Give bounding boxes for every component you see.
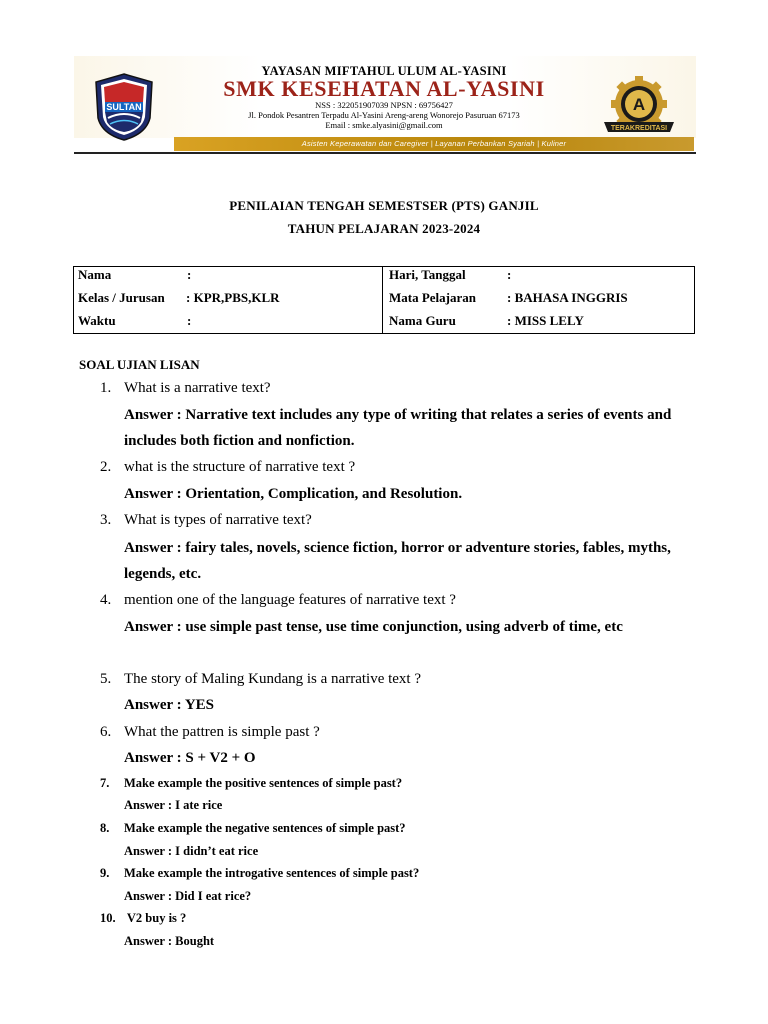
exam-title: PENILAIAN TENGAH SEMESTSER (PTS) GANJIL xyxy=(229,198,539,213)
kelas-value: : KPR,PBS,KLR xyxy=(186,290,280,305)
logo-lettering: SULTAN xyxy=(106,102,142,112)
answer-text: Answer : S + V2 + O xyxy=(124,750,256,766)
question-number: 8. xyxy=(100,821,110,835)
school-email: Email : smke.alyasini@gmail.com xyxy=(325,120,443,130)
question-item xyxy=(100,592,456,609)
badge-letter: A xyxy=(632,95,646,114)
hari-label: Hari, Tanggal xyxy=(389,267,466,282)
question-text: Make example the negative sentences of simple past? xyxy=(124,821,406,835)
answer-text: Answer : I didn’t eat rice xyxy=(124,844,259,858)
question-text: mention one of the language features of narrative text ? xyxy=(124,592,456,608)
question-text: The story of Maling Kundang is a narrative text ? xyxy=(124,671,421,687)
question-number: 6. xyxy=(100,724,112,740)
question-item xyxy=(100,776,402,791)
nama-label: Nama xyxy=(78,267,112,282)
school-shield-logo xyxy=(94,72,154,142)
question-item xyxy=(100,866,419,881)
question-number: 5. xyxy=(100,671,112,687)
answer-text: Answer : Orientation, Complication, and Resolution. xyxy=(124,486,463,502)
question-item xyxy=(100,724,320,741)
programs-banner: Asisten Keperawatan dan Caregiver | Layanan Perbankan Syariah | Kuliner xyxy=(174,137,694,151)
mapel-value: : BAHASA INGGRIS xyxy=(507,290,628,305)
table-divider xyxy=(382,267,383,333)
mapel-label: Mata Pelajaran xyxy=(389,290,477,305)
question-text: V2 buy is ? xyxy=(124,911,187,925)
question-number: 4. xyxy=(100,592,112,608)
answer-text: Answer : I ate rice xyxy=(124,798,223,812)
question-text: What the pattren is simple past ? xyxy=(124,724,320,740)
answer-text: Answer : Bought xyxy=(124,934,215,948)
question-number: 10. xyxy=(100,911,116,925)
academic-year: TAHUN PELAJARAN 2023-2024 xyxy=(287,221,481,236)
guru-label: Nama Guru xyxy=(389,313,456,328)
question-text: Make example the introgative sentences of simple past? xyxy=(124,866,420,880)
question-item xyxy=(100,911,186,926)
question-item xyxy=(100,821,406,836)
question-text: What is a narrative text? xyxy=(124,380,271,396)
nama-value: : xyxy=(187,267,192,282)
question-text: What is types of narrative text? xyxy=(124,512,312,528)
answer-text: Answer : YES xyxy=(124,697,215,713)
school-address: Jl. Pondok Pesantren Terpadu Al-Yasini Areng-areng Wonorejo Pasuruan 67173 xyxy=(248,110,520,120)
answer-text: Answer : Did I eat rice? xyxy=(124,889,252,903)
school-name: SMK KESEHATAN AL-YASINI xyxy=(223,76,545,101)
waktu-label: Waktu xyxy=(78,313,116,328)
section-title: SOAL UJIAN LISAN xyxy=(79,357,200,372)
student-info-table xyxy=(73,266,695,334)
question-number: 7. xyxy=(100,776,110,790)
question-item xyxy=(100,512,312,529)
badge-lettering: TERAKREDITASI xyxy=(610,125,668,132)
hari-value: : xyxy=(507,267,512,282)
question-number: 1. xyxy=(100,380,112,396)
question-number: 9. xyxy=(100,866,110,880)
letterhead-text xyxy=(174,64,594,130)
question-number: 2. xyxy=(100,459,112,475)
kelas-label: Kelas / Jurusan xyxy=(78,290,165,305)
guru-value: : MISS LELY xyxy=(507,313,584,328)
answer-text: Answer : Narrative text includes any type of writing that relates a series of events and includes both fiction and nonfiction. xyxy=(124,407,672,449)
question-item xyxy=(100,671,421,688)
question-text: what is the structure of narrative text ? xyxy=(124,459,356,475)
letterhead xyxy=(74,56,696,152)
question-number: 3. xyxy=(100,512,112,528)
letterhead-divider xyxy=(74,152,696,154)
question-item xyxy=(100,459,355,476)
waktu-value: : xyxy=(187,313,192,328)
answer-text: Answer : use simple past tense, use time conjunction, using adverb of time, etc xyxy=(124,619,623,635)
answer-text: Answer : fairy tales, novels, science fiction, horror or adventure stories, fables, myths, legends, etc. xyxy=(124,540,671,582)
foundation-name: YAYASAN MIFTAHUL ULUM AL-YASINI xyxy=(261,64,507,78)
question-text: Make example the positive sentences of simple past? xyxy=(124,776,403,790)
registration-numbers: NSS : 322051907039 NPSN : 69756427 xyxy=(315,100,453,110)
question-item xyxy=(100,380,271,397)
accreditation-badge-icon xyxy=(600,76,678,140)
